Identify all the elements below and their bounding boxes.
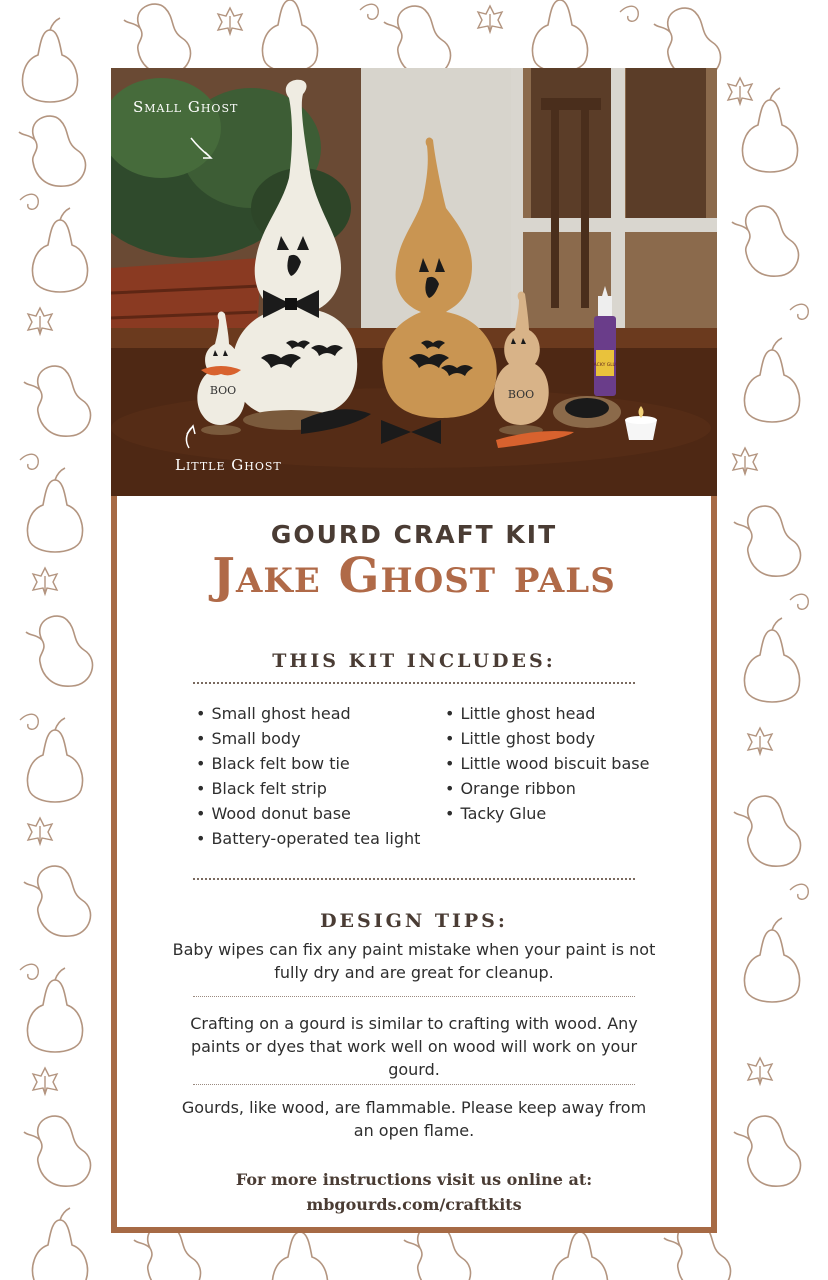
list-item: • Tacky Glue	[445, 804, 547, 823]
kit-label: GOURD CRAFT KIT	[270, 520, 558, 549]
list-item: • Wood donut base	[196, 804, 351, 823]
page-title: Jake Ghost pals	[212, 548, 616, 604]
list-item: • Black felt bow tie	[196, 754, 350, 773]
includes-list-right	[445, 701, 649, 826]
footer-url: mbgourds.com/craftkits	[306, 1195, 522, 1214]
includes-list-left	[196, 701, 420, 851]
divider	[193, 1084, 635, 1085]
design-tip-2: Crafting on a gourd is similar to crafting with wood. Any paints or dyes that work well on wood will work on your gourd.	[190, 1014, 638, 1079]
design-tip-1: Baby wipes can fix any paint mistake when your paint is not fully dry and are great for cleanup.	[172, 940, 656, 982]
glue-label: TACKY GLUE	[591, 363, 619, 368]
divider	[193, 996, 635, 997]
list-item: • Small ghost head	[196, 704, 351, 723]
list-item: • Little ghost body	[445, 729, 596, 748]
includes-heading: THIS KIT INCLUDES:	[272, 650, 556, 672]
list-item: • Little wood biscuit base	[445, 754, 650, 773]
divider	[193, 878, 635, 880]
list-item: • Small body	[196, 729, 301, 748]
boo-text-right: BOO	[507, 388, 535, 401]
tips-heading: DESIGN TIPS:	[320, 910, 508, 932]
divider	[193, 682, 635, 684]
boo-text-left: BOO	[209, 384, 237, 397]
design-tip-3: Gourds, like wood, are flammable. Please keep away from an open flame.	[181, 1098, 647, 1140]
list-item: • Orange ribbon	[445, 779, 576, 798]
list-item: • Little ghost head	[445, 704, 596, 723]
list-item: • Black felt strip	[196, 779, 327, 798]
product-photo	[111, 68, 717, 496]
list-item: • Battery-operated tea light	[196, 829, 421, 848]
label-little-ghost: Little Ghost	[175, 456, 282, 474]
label-small-ghost: Small Ghost	[133, 98, 239, 116]
footer-instructions: For more instructions visit us online at:	[235, 1170, 593, 1189]
